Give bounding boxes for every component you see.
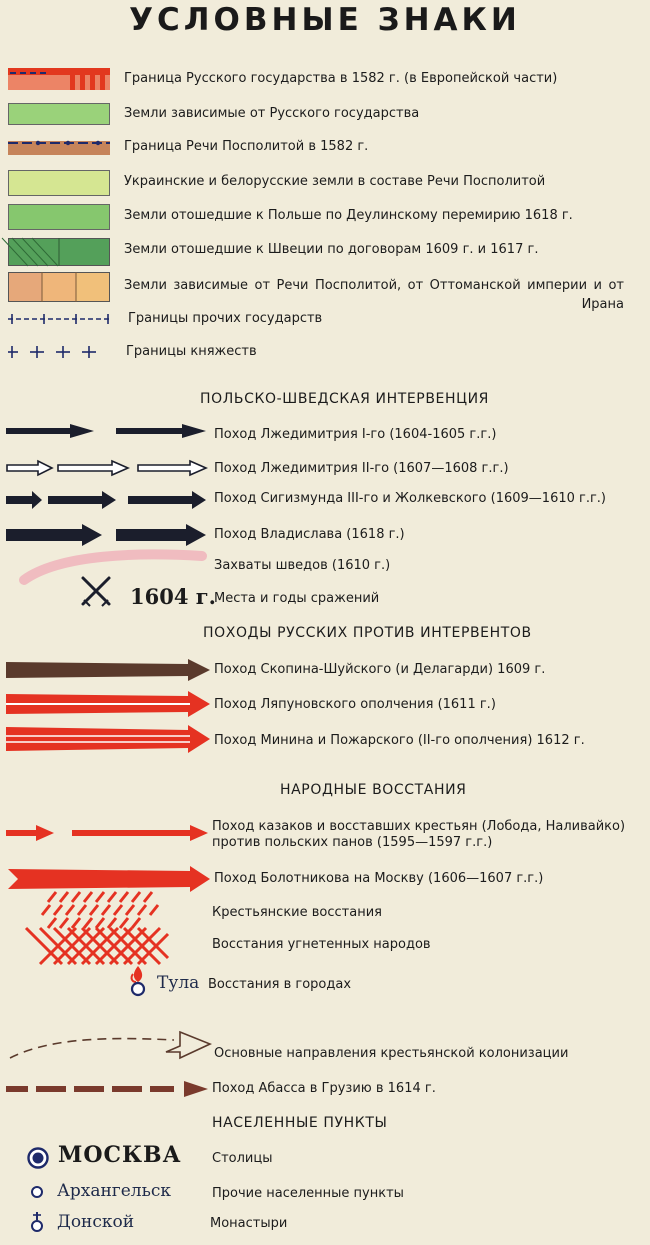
abbas-georgia-label: Поход Абасса в Грузию в 1614 г. — [212, 1081, 436, 1096]
skopin-shuisky-label: Поход Скопина-Шуйского (и Делагарди) 1609 г. — [214, 662, 546, 677]
capitals-label: Столицы — [212, 1151, 273, 1166]
legend-sweden-label: Земли отошедшие к Швеции по договорам 1609 г. и 1617 г. — [124, 242, 539, 257]
bolotnikov-label: Поход Болотникова на Москву (1606—1607 г.г.) — [214, 871, 544, 886]
lyapunov-militia-arrow — [6, 690, 212, 718]
false-dmitry-1-label: Поход Лжедимитрия I-го (1604-1605 г.г.) — [214, 427, 497, 442]
dependent-russia-swatch — [8, 103, 110, 125]
false-dmitry-2-label: Поход Лжедимитрия II-го (1607—1608 г.г.) — [214, 461, 509, 476]
russia-border-swatch — [8, 68, 110, 90]
peasant-colonization-label: Основные направления крестьянской колонизации — [214, 1046, 569, 1061]
capital-moscow-sample: МОСКВА — [58, 1142, 182, 1168]
abbas-georgia-arrow — [6, 1078, 212, 1100]
monasteries-label: Монастыри — [210, 1216, 288, 1231]
swedes-seizures-symbol — [20, 546, 210, 584]
other-settlements-label: Прочие населенные пункты — [212, 1186, 404, 1201]
minin-pozharsky-label: Поход Минина и Пожарского (II-го ополчения) 1612 г. — [214, 733, 585, 748]
section-uprisings-heading: НАРОДНЫЕ ВОССТАНИЯ — [280, 782, 467, 798]
wladyslaw-label: Поход Владислава (1618 г.) — [214, 527, 405, 542]
skopin-shuisky-arrow — [6, 657, 212, 683]
capital-icon — [26, 1146, 50, 1170]
bolotnikov-arrow — [6, 866, 212, 892]
rp-border-swatch — [8, 137, 110, 157]
false-dmitry-1-arrow — [6, 421, 212, 441]
lyapunov-militia-label: Поход Ляпуновского ополчения (1611 г.) — [214, 697, 496, 712]
section-settlements-heading: НАСЕЛЕННЫЕ ПУНКТЫ — [212, 1115, 388, 1131]
sigismund-arrow — [6, 488, 212, 512]
monastery-icon — [28, 1210, 46, 1234]
legend-russia-border-label: Граница Русского государства в 1582 г. (в Европейской части) — [124, 71, 558, 86]
legend-rp-border-label: Граница Речи Посполитой в 1582 г. — [124, 139, 369, 154]
false-dmitry-2-arrow — [6, 458, 212, 478]
legend-other-states-label: Границы прочих государств — [128, 311, 323, 326]
peasant-uprisings-symbol — [40, 892, 170, 928]
swedes-seizures-label: Захваты шведов (1610 г.) — [214, 558, 391, 573]
cossack-campaign-arrow — [6, 822, 212, 844]
ukr-bel-swatch — [8, 170, 110, 196]
other-states-border-symbol — [8, 313, 110, 325]
city-uprising-icon — [124, 962, 152, 998]
legend-dependent-russia-label: Земли зависимые от Русского государства — [124, 106, 420, 121]
oppressed-peoples-uprisings-symbol — [40, 928, 168, 964]
monastery-donskoy-sample: Донской — [57, 1212, 135, 1232]
cossack-campaign-label: Поход казаков и восставших крестьян (Лобода, Наливайко) против польских панов (1595—1597 г.г.) — [212, 819, 626, 850]
city-tula-sample: Тула — [157, 973, 200, 993]
sweden-swatch — [8, 238, 110, 266]
section-intervention-heading: ПОЛЬСКО-ШВЕДСКАЯ ИНТЕРВЕНЦИЯ — [200, 391, 489, 407]
minin-pozharsky-arrow — [6, 724, 212, 754]
dep-rp-swatch — [8, 272, 110, 302]
sigismund-label: Поход Сигизмунда III-го и Жолкевского (1609—1610 г.г.) — [214, 491, 607, 506]
deulino-swatch — [8, 204, 110, 230]
legend-deulino-label: Земли отошедшие к Польше по Деулинскому перемирию 1618 г. — [124, 208, 573, 223]
battle-sites-label: Места и годы сражений — [214, 591, 380, 606]
legend-dep-rp-label: Земли зависимые от Речи Посполитой, от Оттоманской империи и от Ирана — [124, 278, 624, 312]
battle-year-sample: 1604 г. — [130, 584, 216, 609]
oppressed-peoples-label: Восстания угнетенных народов — [212, 937, 431, 952]
legend-title: УСЛОВНЫЕ ЗНАКИ — [129, 2, 521, 38]
crossed-swords-icon — [78, 574, 114, 610]
principalities-border-symbol — [8, 345, 110, 359]
peasant-uprisings-label: Крестьянские восстания — [212, 905, 382, 920]
city-uprisings-label: Восстания в городах — [208, 977, 352, 992]
wladyslaw-arrow — [6, 522, 212, 548]
settlement-icon — [29, 1184, 45, 1200]
legend-ukr-bel-label: Украинские и белорусские земли в составе Речи Посполитой — [124, 174, 546, 189]
peasant-colonization-arrow — [6, 1028, 212, 1064]
legend-principalities-label: Границы княжеств — [126, 344, 257, 359]
settlement-arkhangelsk-sample: Архангельск — [57, 1181, 171, 1201]
section-russian-campaigns-heading: ПОХОДЫ РУССКИХ ПРОТИВ ИНТЕРВЕНТОВ — [203, 625, 532, 641]
